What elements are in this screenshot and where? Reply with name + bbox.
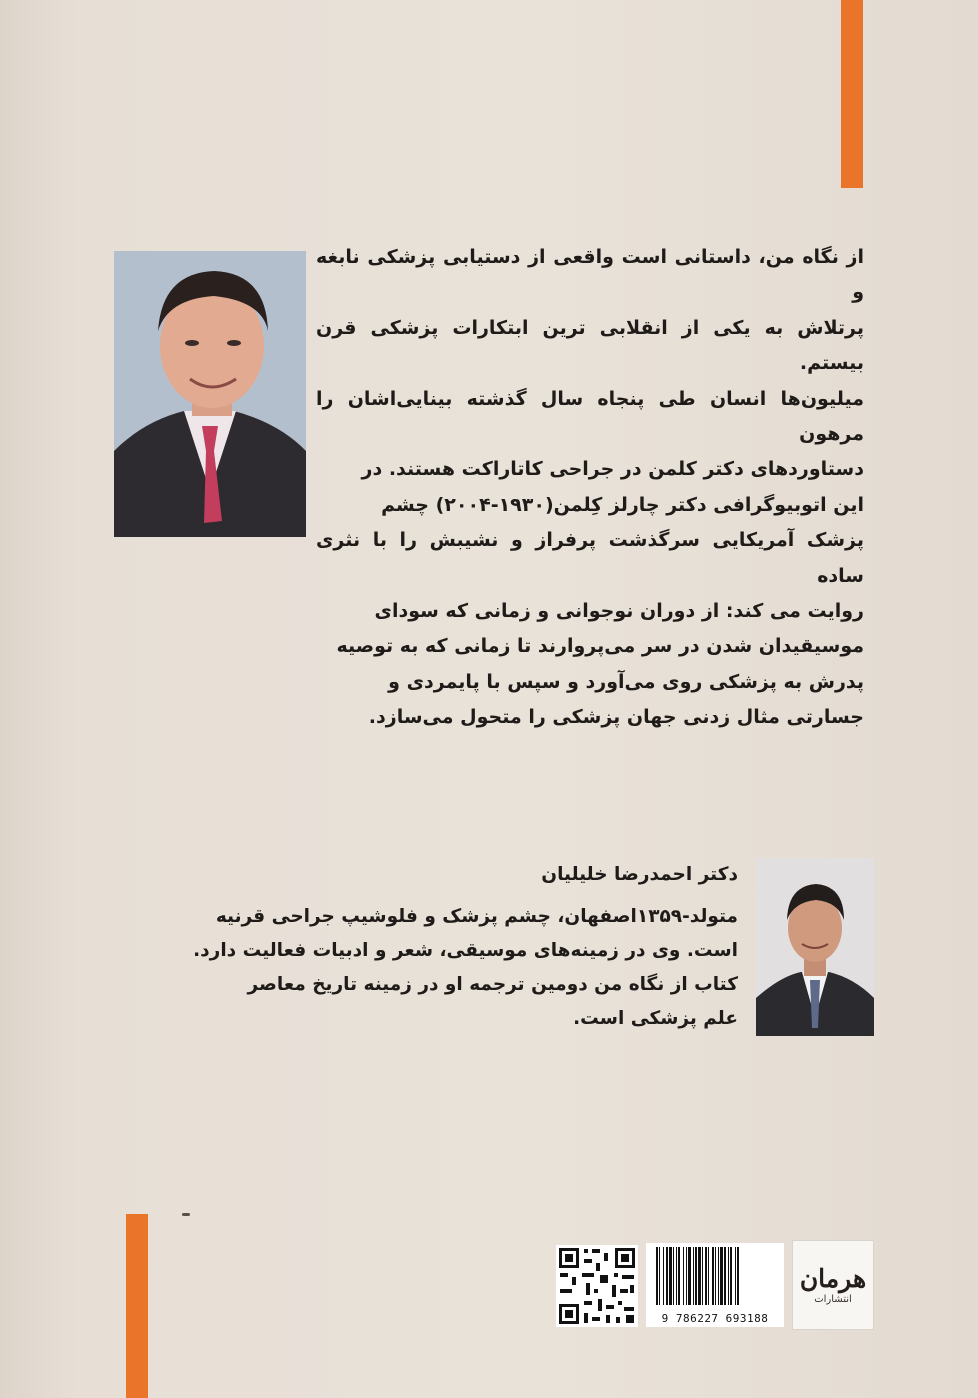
barcode-bar bbox=[695, 1247, 697, 1305]
bottom-accent-bar bbox=[126, 1214, 148, 1398]
publisher-subtitle: انتشارات bbox=[814, 1294, 852, 1306]
barcode-bar bbox=[693, 1247, 694, 1305]
translator-name: دکتر احمدرضا خلیلیان bbox=[541, 864, 738, 885]
barcode-bar bbox=[730, 1247, 732, 1305]
translator-photo bbox=[756, 858, 874, 1036]
author-photo bbox=[114, 251, 306, 537]
barcode-bar bbox=[683, 1247, 684, 1305]
barcode-bar bbox=[688, 1247, 691, 1305]
translator-bio bbox=[186, 900, 738, 1036]
barcode-bar bbox=[669, 1247, 672, 1305]
barcode-bar bbox=[663, 1247, 664, 1305]
barcode-bar bbox=[656, 1247, 658, 1305]
bio-line: علم پزشکی است. bbox=[573, 1008, 738, 1029]
description-line: دستاوردهای دکتر کلمن در جراحی کاتاراکت هستند. در bbox=[361, 458, 864, 481]
description-line: جسارتی مثال زدنی جهان پزشکی را متحول می‌سازد. bbox=[368, 706, 864, 729]
description-line: موسیقیدان شدن در سر می‌پروارند تا زمانی که به توصیه bbox=[336, 635, 864, 658]
bio-line: کتاب از نگاه من دومین ترجمه او در زمینه تاریخ معاصر bbox=[247, 974, 738, 995]
book-description bbox=[316, 240, 864, 736]
barcode-bar bbox=[686, 1247, 687, 1305]
bio-line: است. وی در زمینه‌های موسیقی، شعر و ادبیات فعالیت دارد. bbox=[193, 940, 738, 961]
description-line: از نگاه من، داستانی است واقعی از دستیابی پزشکی نابغه و bbox=[316, 246, 864, 304]
isbn-barcode bbox=[646, 1243, 784, 1327]
barcode-bar bbox=[676, 1247, 677, 1305]
description-line: پرتلاش به یکی از انقلابی ترین ابتکارات پزشکی قرن بیستم. bbox=[316, 316, 864, 375]
top-accent-bar bbox=[841, 0, 863, 188]
bio-line: متولد-۱۳۵۹اصفهان، چشم پزشک و فلوشیپ جراحی قرنیه bbox=[215, 906, 738, 927]
barcode-bar bbox=[735, 1247, 736, 1305]
barcode-bar bbox=[659, 1247, 660, 1305]
description-line: پزشک آمریکایی سرگذشت پرفراز و نشیبش را با نثری ساده bbox=[316, 529, 864, 587]
qr-code bbox=[556, 1245, 638, 1327]
barcode-bars bbox=[646, 1243, 784, 1309]
publisher-logo bbox=[792, 1240, 874, 1330]
barcode-bar bbox=[666, 1247, 668, 1305]
cover-speck bbox=[182, 1213, 190, 1216]
barcode-bar bbox=[724, 1247, 726, 1305]
barcode-bar bbox=[705, 1247, 707, 1305]
barcode-bar bbox=[698, 1247, 701, 1305]
barcode-bar bbox=[712, 1247, 714, 1305]
barcode-bar bbox=[708, 1247, 709, 1305]
barcode-bar bbox=[702, 1247, 703, 1305]
publisher-logo-text: هرمان bbox=[799, 1263, 867, 1293]
barcode-bar bbox=[728, 1247, 729, 1305]
barcode-bar bbox=[678, 1247, 680, 1305]
barcode-bar bbox=[718, 1247, 719, 1305]
description-line: پدرش به پزشکی روی می‌آورد و سپس با پایمردی و bbox=[388, 670, 864, 693]
isbn-number: 9 786227 693188 bbox=[661, 1312, 769, 1325]
description-line: روایت می کند: از دوران نوجوانی و زمانی که سودای bbox=[374, 600, 864, 623]
description-line: این اتوبیوگرافی دکتر چارلز کِلمن(۱۹۳۰-۲۰۰۴) چشم bbox=[381, 493, 864, 516]
barcode-bar bbox=[720, 1247, 723, 1305]
barcode-bar bbox=[715, 1247, 716, 1305]
description-line: میلیون‌ها انسان طی پنجاه سال گذشته بینایی‌اشان را مرهون bbox=[316, 387, 864, 446]
barcode-bar bbox=[737, 1247, 739, 1305]
barcode-bar bbox=[673, 1247, 674, 1305]
